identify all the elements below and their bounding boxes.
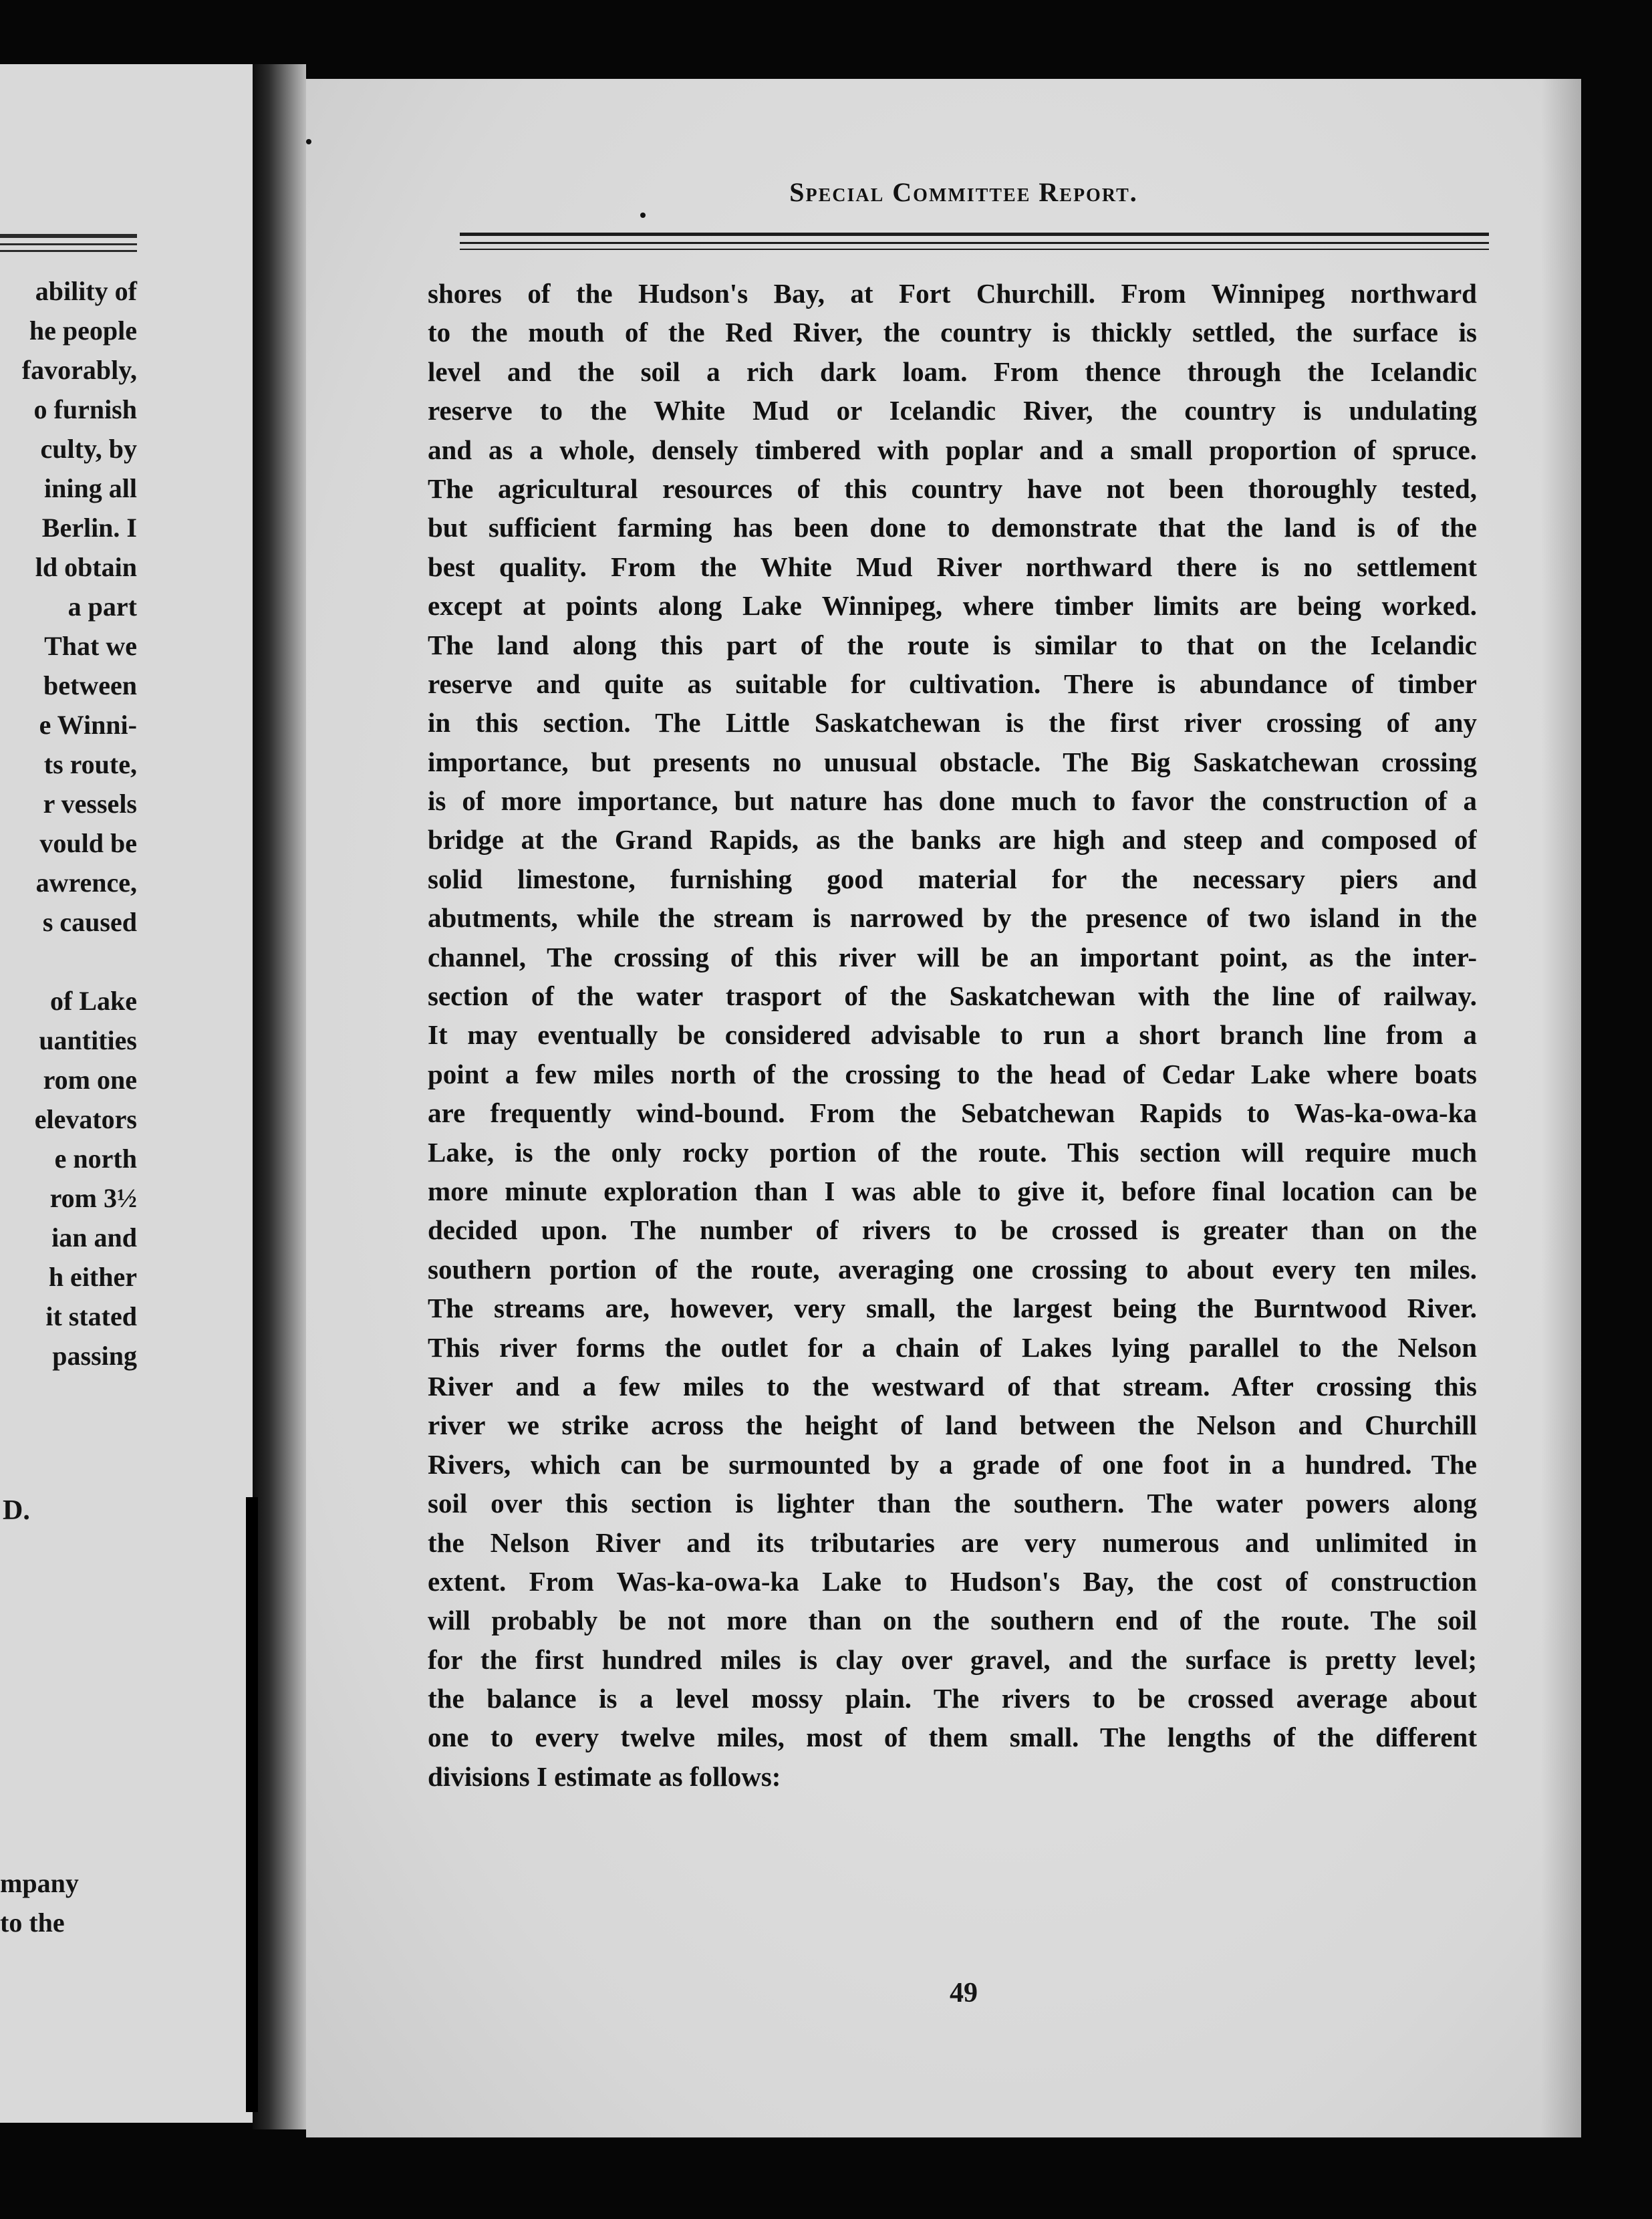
left-text-line: rom one [43, 1065, 137, 1095]
body-line: reserve to the White Mud or Icelandic River, the country is undulating [428, 395, 1477, 426]
body-line: bridge at the Grand Rapids, as the banks are high and steep and composed of [428, 824, 1477, 856]
left-text-line: favorably, [21, 355, 137, 385]
body-line: channel, The crossing of this river will be an important point, as the inter- [428, 941, 1477, 972]
left-text-line: ts route, [43, 749, 137, 779]
body-line: importance, but presents no unusual obstacle. The Big Saskatchewan crossing [428, 746, 1477, 777]
left-text-line: of Lake [50, 986, 137, 1016]
body-line: section of the water trasport of the Saskatchewan with the line of railway. [428, 981, 1477, 1012]
body-line: southern portion of the route, averaging one crossing to about every ten miles. [428, 1253, 1477, 1285]
left-text-line: it stated [45, 1301, 137, 1331]
left-text-line: culty, by [40, 434, 137, 464]
body-line: in this section. The Little Saskatchewan is the first river crossing of any [428, 707, 1477, 739]
left-text-line: e north [54, 1144, 137, 1174]
left-text-line: That we [44, 631, 137, 661]
body-line: extent. From Was-ka-owa-ka Lake to Hudson's Bay, the cost of construction [428, 1565, 1477, 1597]
left-signature-fragment: D. [3, 1495, 30, 1526]
print-speck [306, 139, 311, 144]
body-line: the Nelson River and its tributaries are very numerous and unlimited in [428, 1527, 1477, 1558]
left-text-line: vould be [39, 828, 137, 858]
body-line: abutments, while the stream is narrowed by the presence of two island in the [428, 902, 1477, 934]
left-text-line: he people [29, 315, 137, 346]
left-head-rule [0, 243, 137, 245]
left-text-line: a part [67, 592, 137, 622]
left-text-line: o furnish [33, 394, 137, 424]
body-line: Rivers, which can be surmounted by a grade of one foot in a hundred. The [428, 1448, 1477, 1480]
spine-shadow [246, 1497, 258, 2112]
left-text-line: to the [0, 1908, 65, 1938]
body-line: decided upon. The number of rivers to be crossed is greater than on the [428, 1214, 1477, 1246]
body-line: are frequently wind-bound. From the Sebatchewan Rapids to Was-ka-owa-ka [428, 1097, 1477, 1129]
page-edge-shadow [1541, 79, 1581, 2137]
body-line: shores of the Hudson's Bay, at Fort Churchill. From Winnipeg northward [428, 278, 1477, 309]
body-line: point a few miles north of the crossing to the head of Cedar Lake where boats [428, 1058, 1477, 1089]
left-text-line: s caused [42, 907, 137, 937]
body-line: the balance is a level mossy plain. The rivers to be crossed average about [428, 1683, 1477, 1714]
body-line: will probably be not more than on the southern end of the route. The soil [428, 1605, 1477, 1636]
body-text [428, 274, 1477, 1796]
body-line: but sufficient farming has been done to demonstrate that the land is of the [428, 512, 1477, 543]
body-line: The streams are, however, very small, the largest being the Burntwood River. [428, 1293, 1477, 1324]
left-text-line: h either [48, 1262, 137, 1292]
right-page [306, 79, 1581, 2137]
left-text-line: ld obtain [35, 552, 137, 582]
left-page-fragment [0, 64, 259, 2123]
head-rule [460, 233, 1489, 236]
running-head: Special Committee Report. [789, 177, 1138, 207]
left-text-line: r vessels [43, 789, 137, 819]
body-line: level and the soil a rich dark loam. From thence through the Icelandic [428, 356, 1477, 387]
body-line: river we strike across the height of land between the Nelson and Churchill [428, 1410, 1477, 1441]
body-line: Lake, is the only rocky portion of the route. This section will require much [428, 1136, 1477, 1168]
body-line: It may eventually be considered advisable to run a short branch line from a [428, 1019, 1477, 1051]
head-rule [460, 242, 1489, 244]
left-text-line: ian and [51, 1222, 137, 1253]
body-line: reserve and quite as suitable for cultivation. There is abundance of timber [428, 668, 1477, 699]
binding-gutter [253, 64, 306, 2129]
left-text-line: Berlin. I [41, 513, 137, 543]
left-text-line: ining all [44, 473, 137, 503]
print-speck [640, 213, 646, 218]
page-number: 49 [950, 1978, 978, 2008]
body-line: This river forms the outlet for a chain of Lakes lying parallel to the Nelson [428, 1331, 1477, 1363]
body-line: divisions I estimate as follows: [428, 1760, 781, 1792]
left-text-line: elevators [34, 1104, 137, 1134]
left-text-line: uantities [39, 1025, 137, 1055]
body-line: is of more importance, but nature has done much to favor the construction of a [428, 785, 1477, 817]
body-line: soil over this section is lighter than the southern. The water powers along [428, 1488, 1477, 1519]
left-page-text [0, 271, 137, 1376]
left-text-line: rom 3½ [49, 1183, 137, 1213]
left-text-line: awrence, [35, 868, 137, 898]
body-line: except at points along Lake Winnipeg, where timber limits are being worked. [428, 590, 1477, 622]
left-text-line [0, 942, 137, 981]
body-line: and as a whole, densely timbered with poplar and a small proportion of spruce. [428, 434, 1477, 465]
body-line: solid limestone, furnishing good material for the necessary piers and [428, 863, 1477, 894]
body-line: River and a few miles to the westward of that stream. After crossing this [428, 1370, 1477, 1402]
head-rule [460, 249, 1489, 250]
body-line: for the first hundred miles is clay over gravel, and the surface is pretty level; [428, 1644, 1477, 1675]
left-text-line: ability of [35, 276, 137, 306]
left-head-rule [0, 250, 137, 252]
left-page-bottom-text [0, 1863, 79, 1942]
left-text-line: mpany [0, 1868, 79, 1898]
left-text-line: e Winni- [39, 710, 137, 740]
body-line: best quality. From the White Mud River northward there is no settlement [428, 551, 1477, 582]
left-text-line: between [43, 670, 137, 700]
body-line: The land along this part of the route is similar to that on the Icelandic [428, 629, 1477, 660]
left-text-line: passing [52, 1341, 137, 1371]
body-line: more minute exploration than I was able to give it, before final location can be [428, 1175, 1477, 1206]
body-line: The agricultural resources of this country have not been thoroughly tested, [428, 473, 1477, 504]
left-head-rule [0, 234, 137, 238]
body-line: one to every twelve miles, most of them small. The lengths of the different [428, 1722, 1477, 1753]
body-line: to the mouth of the Red River, the country is thickly settled, the surface is [428, 317, 1477, 348]
